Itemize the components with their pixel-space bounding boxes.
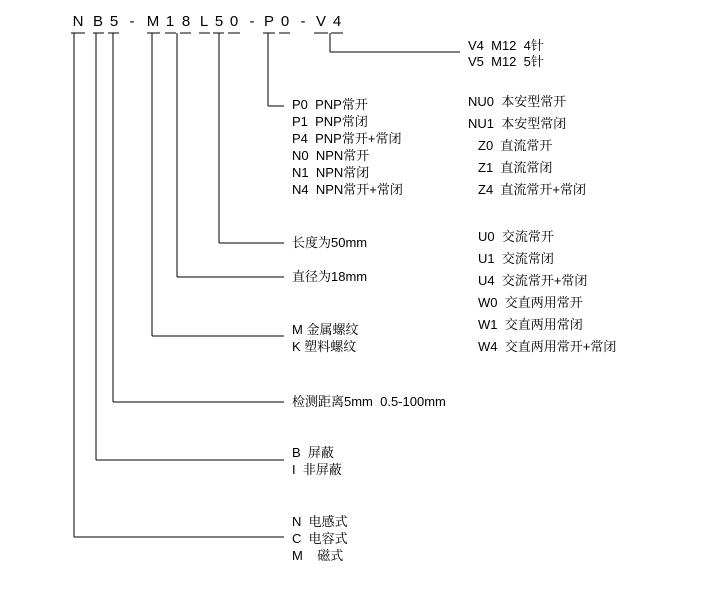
code-char: 5 (214, 13, 224, 30)
code-char: M (146, 13, 160, 30)
type-option: N 电感式 (292, 514, 348, 529)
output-option: U0 交流常开 (478, 229, 554, 244)
shield-option: B 屏蔽 (292, 445, 334, 460)
code-char: 8 (181, 13, 191, 30)
code-char: 5 (109, 13, 119, 30)
type-option: M 磁式 (292, 548, 344, 563)
output-option: P0 PNP常开 (292, 97, 368, 112)
code-char: - (300, 13, 306, 30)
output-option: U1 交流常闭 (478, 251, 554, 266)
code-char: N (72, 13, 84, 30)
output-option: W4 交直两用常开+常闭 (478, 339, 617, 354)
output-option: P4 PNP常开+常闭 (292, 131, 402, 146)
code-char: - (249, 13, 255, 30)
code-char: - (129, 13, 135, 30)
housing-option: K 塑料螺纹 (292, 339, 357, 354)
code-char: 0 (280, 13, 290, 30)
output-option: N1 NPN常闭 (292, 165, 370, 180)
output-option: Z1 直流常闭 (478, 160, 553, 175)
output-option: Z4 直流常开+常闭 (478, 182, 586, 197)
output-option: NU0 本安型常开 (468, 94, 567, 109)
output-option: W0 交直两用常开 (478, 295, 583, 310)
shield-option: I 非屏蔽 (292, 462, 342, 477)
output-option: N4 NPN常开+常闭 (292, 182, 403, 197)
code-char: 1 (165, 13, 175, 30)
output-option: NU1 本安型常闭 (468, 116, 567, 131)
output-option: W1 交直两用常闭 (478, 317, 583, 332)
output-option: U4 交流常开+常闭 (478, 273, 588, 288)
housing-option: M 金属螺纹 (292, 322, 359, 337)
connector-option: V5 M12 5针 (468, 54, 544, 69)
code-char: P (263, 13, 274, 30)
code-char: V (315, 13, 326, 30)
output-option: Z0 直流常开 (478, 138, 553, 153)
diameter-label: 直径为18mm (292, 269, 368, 284)
distance-label: 检测距离5mm 0.5-100mm (292, 394, 446, 409)
length-label: 长度为50mm (292, 235, 368, 250)
type-option: C 电容式 (292, 531, 348, 546)
output-option: P1 PNP常闭 (292, 114, 368, 129)
code-char: B (92, 13, 103, 30)
code-char: 0 (229, 13, 239, 30)
output-option: N0 NPN常开 (292, 148, 370, 163)
connector-option: V4 M12 4针 (468, 38, 544, 53)
code-char: 4 (332, 13, 342, 30)
code-char: L (199, 13, 209, 30)
